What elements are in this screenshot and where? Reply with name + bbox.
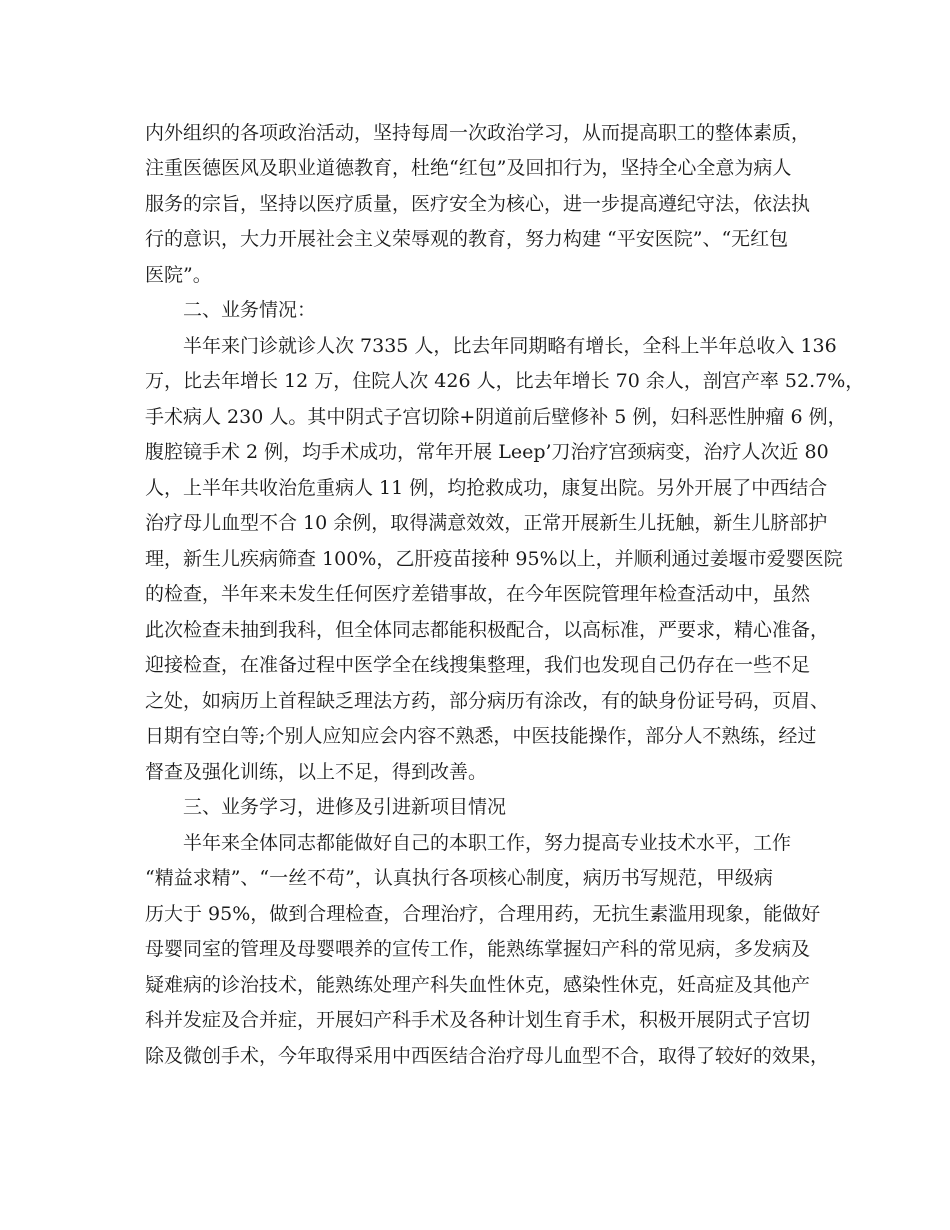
text-line: “精益求精”、“一丝不苟”，认真执行各项核心制度，病历书写规范，甲级病 bbox=[145, 867, 773, 889]
text-line: 科并发症及合并症，开展妇产科手术及各种计划生育手术，积极开展阴式子宫切 bbox=[145, 1009, 811, 1031]
text-line: 此次检查未抽到我科，但全体同志都能积极配合，以高标准，严要求，精心准备， bbox=[145, 619, 830, 641]
text-line: 半年来门诊就诊人次 7335 人，比去年同期略有增长，全科上半年总收入 136 bbox=[183, 335, 837, 357]
section-heading: 二、业务情况： bbox=[183, 299, 317, 321]
text-line: 内外组织的各项政治活动，坚持每周一次政治学习，从而提高职工的整体素质， bbox=[145, 122, 811, 144]
text-line: 督查及强化训练，以上不足，得到改善。 bbox=[145, 761, 488, 783]
text-line: 腹腔镜手术 2 例，均手术成功，常年开展 Leep’刀治疗宫颈病变，治疗人次近 80 bbox=[145, 441, 829, 463]
text-line: 治疗母儿血型不合 10 余例，取得满意效效，正常开展新生儿抚触，新生儿脐部护 bbox=[145, 512, 828, 534]
text-line: 万，比去年增长 12 万，住院人次 426 人，比去年增长 70 余人，剖宫产率 52.7%， bbox=[145, 370, 865, 392]
text-line: 迎接检查，在准备过程中医学全在线搜集整理，我们也发现自己仍存在一些不足 bbox=[145, 654, 811, 676]
text-line: 母婴同室的管理及母婴喂养的宣传工作，能熟练掌握妇产科的常见病，多发病及 bbox=[145, 938, 811, 960]
text-line: 医院”。 bbox=[145, 264, 212, 286]
text-line: 注重医德医风及职业道德教育，杜绝“红包”及回扣行为，坚持全心全意为病人 bbox=[145, 157, 792, 179]
text-line: 服务的宗旨，坚持以医疗质量，医疗安全为核心，进一步提高遵纪守法，依法执 bbox=[145, 193, 811, 215]
text-line: 人，上半年共收治危重病人 11 例，均抢救成功，康复出院。另外开展了中西结合 bbox=[145, 477, 828, 499]
section-heading: 三、业务学习，进修及引进新项目情况 bbox=[183, 796, 507, 818]
text-line: 日期有空白等;个别人应知应会内容不熟悉，中医技能操作，部分人不熟练，经过 bbox=[145, 725, 817, 747]
text-line: 半年来全体同志都能做好自己的本职工作，努力提高专业技术水平，工作 bbox=[183, 832, 792, 854]
text-line: 疑难病的诊治技术，能熟练处理产科失血性休克，感染性休克，妊高症及其他产 bbox=[145, 974, 811, 996]
text-line: 除及微创手术，今年取得采用中西医结合治疗母儿血型不合，取得了较好的效果， bbox=[145, 1045, 830, 1067]
text-line: 之处，如病历上首程缺乏理法方药，部分病历有涂改，有的缺身份证号码，页眉、 bbox=[145, 690, 830, 712]
text-line: 的检查，半年来未发生任何医疗差错事故，在今年医院管理年检查活动中，虽然 bbox=[145, 583, 811, 605]
text-line: 手术病人 230 人。其中阴式子宫切除+阴道前后壁修补 5 例，妇科恶性肿瘤 6 例， bbox=[145, 406, 847, 428]
text-line: 行的意识，大力开展社会主义荣辱观的教育，努力构建 “平安医院”、“无红包 bbox=[145, 228, 789, 250]
text-line: 历大于 95%，做到合理检查，合理治疗，合理用药，无抗生素滥用现象，能做好 bbox=[145, 903, 821, 925]
text-line: 理，新生儿疾病筛查 100%，乙肝疫苗接种 95%以上，并顺利通过姜堰市爱婴医院 bbox=[145, 548, 843, 570]
